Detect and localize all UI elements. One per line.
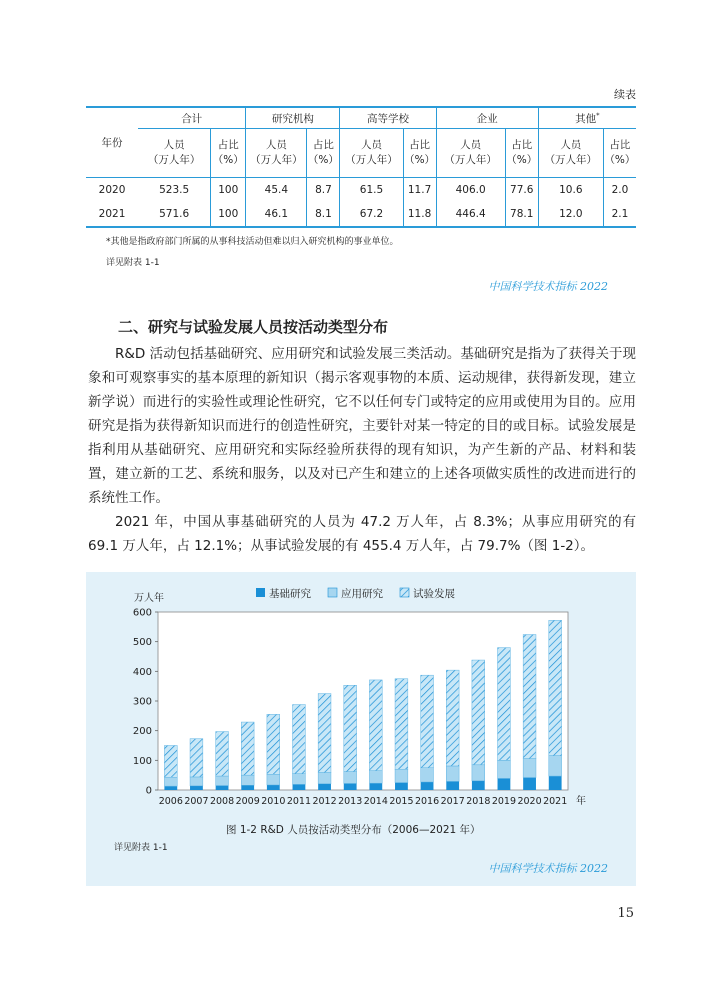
bar-experimental-development [318, 694, 331, 773]
bar-applied-research [267, 774, 280, 785]
bar-applied-research [318, 772, 331, 783]
bar-applied-research [421, 768, 434, 782]
bar-applied-research [164, 777, 177, 786]
cell: 100 [211, 202, 246, 227]
y-tick-label: 600 [132, 607, 152, 619]
legend-applied-research: 应用研究 [341, 588, 383, 600]
row-year: 2021 [86, 202, 138, 227]
continued-label: 续表 [614, 88, 636, 101]
x-tick-label: 2021 [543, 796, 568, 807]
group-universities: 高等学校 [340, 107, 436, 129]
bar-applied-research [369, 771, 382, 783]
bar-basic-research [446, 781, 459, 790]
table-row [86, 178, 636, 203]
bar-basic-research [523, 778, 536, 790]
figure-source: 详见附表 1-1 [114, 843, 168, 853]
cell: 100 [211, 178, 246, 203]
cell: 12.0 [538, 202, 603, 227]
group-research-institutes: 研究机构 [246, 107, 340, 129]
bar-experimental-development [395, 679, 408, 769]
x-tick-label: 2009 [235, 796, 260, 807]
bar-experimental-development [472, 660, 485, 765]
bar-applied-research [293, 774, 306, 785]
x-tick-label: 2017 [440, 796, 465, 807]
bar-basic-research [395, 783, 408, 790]
others-footnote-mark: * [596, 111, 600, 119]
x-tick-label: 2007 [184, 796, 209, 807]
group-others [538, 107, 636, 129]
x-tick-label: 2014 [363, 796, 388, 807]
bar-applied-research [446, 766, 459, 781]
cell: 78.1 [505, 202, 538, 227]
sub-share: 占比 （%） [403, 129, 436, 178]
bar-experimental-development [523, 635, 536, 759]
bar-basic-research [344, 783, 357, 790]
cell: 446.4 [436, 202, 505, 227]
bar-basic-research [472, 781, 485, 790]
bar-basic-research [498, 778, 511, 790]
x-tick-label: 2008 [209, 796, 235, 807]
page-number: 15 [617, 906, 634, 921]
sub-personnel: 人员 （万人年） [138, 129, 211, 178]
bar-experimental-development [267, 714, 280, 774]
group-total: 合计 [138, 107, 246, 129]
bar-basic-research [267, 785, 280, 790]
y-tick-label: 500 [132, 637, 152, 649]
x-tick-label: 2010 [261, 796, 286, 807]
cell: 46.1 [246, 202, 307, 227]
bar-experimental-development [190, 739, 203, 777]
y-axis-unit: 万人年 [134, 593, 164, 604]
activity-chart [86, 572, 636, 852]
sub-personnel: 人员 （万人年） [436, 129, 505, 178]
x-tick-label: 2006 [158, 796, 183, 807]
cell: 2.1 [603, 202, 636, 227]
figure-panel [86, 572, 636, 886]
x-axis-unit: 年 [576, 796, 586, 807]
table-sub-header [86, 129, 636, 178]
y-tick-label: 400 [132, 666, 152, 678]
cell: 8.1 [307, 202, 340, 227]
bar-applied-research [241, 775, 254, 785]
year-header: 年份 [86, 107, 138, 178]
bar-experimental-development [293, 705, 306, 774]
bar-basic-research [369, 783, 382, 790]
sub-share: 占比 （%） [211, 129, 246, 178]
bar-basic-research [293, 784, 306, 790]
x-tick-label: 2020 [517, 796, 542, 807]
bar-experimental-development [549, 620, 562, 755]
bar-applied-research [498, 760, 511, 778]
bar-applied-research [395, 769, 408, 782]
bar-basic-research [318, 784, 331, 790]
cell: 67.2 [340, 202, 403, 227]
y-tick-label: 300 [132, 696, 152, 708]
cell: 45.4 [246, 178, 307, 203]
personnel-table [86, 106, 636, 228]
row-year: 2020 [98, 184, 126, 196]
bar-experimental-development [241, 722, 254, 775]
legend-swatch-experimental [400, 588, 409, 597]
y-axis [133, 608, 158, 797]
bar-basic-research [164, 786, 177, 790]
x-tick-label: 2018 [466, 796, 491, 807]
y-tick-label: 0 [145, 785, 152, 797]
bar-basic-research [241, 785, 254, 790]
cell: 11.8 [403, 202, 436, 227]
legend-swatch-basic [256, 588, 265, 597]
sub-share: 占比 （%） [505, 129, 538, 178]
sub-personnel: 人员 （万人年） [538, 129, 603, 178]
sub-share: 占比 （%） [307, 129, 340, 178]
x-tick-label: 2013 [338, 796, 363, 807]
section-title: 二、研究与试验发展人员按活动类型分布 [118, 318, 389, 336]
legend-experimental-development: 试验发展 [413, 588, 455, 600]
x-tick-label: 2012 [312, 796, 337, 807]
group-others-label: 其他 [575, 112, 597, 125]
paragraph-activities: R&D 活动包括基础研究、应用研究和试验发展三类活动。基础研究是指为了获得关于现象和可观察事实的基本原理的新知识（揭示客观事物的本质、运动规律，获得新发现，建立新学说）而进行的实验性或理论性研究，它不以任何专门或特定的应用或使用为目的。应用研究是指为获得新知识而进行的创造性研究，主要针对某一特定的目的或目标。试验发展是指利用从基础研究、应用研究和实际经验所获得的现有知识，为产生新的产品、材料和装置，建立新的工艺、系统和服务，以及对已产生和建立的上述各项做实质性的改进而进行的系统性工作。 [88, 346, 636, 506]
bar-basic-research [216, 786, 229, 790]
x-tick-label: 2011 [286, 796, 312, 807]
bar-experimental-development [498, 648, 511, 761]
bar-experimental-development [216, 732, 229, 777]
cell: 571.6 [138, 202, 211, 227]
table-row [86, 202, 636, 227]
legend-swatch-applied [328, 588, 337, 597]
bar-experimental-development [421, 675, 434, 768]
cell: 523.5 [159, 184, 190, 196]
bar-applied-research [523, 759, 536, 778]
bar-basic-research [421, 782, 434, 790]
x-tick-label: 2016 [414, 796, 440, 807]
cell: 10.6 [538, 178, 603, 203]
legend-basic-research: 基础研究 [269, 588, 311, 600]
sub-personnel: 人员 （万人年） [246, 129, 307, 178]
bar-experimental-development [446, 670, 459, 766]
group-enterprises: 企业 [436, 107, 538, 129]
bar-applied-research [190, 777, 203, 786]
cell: 77.6 [505, 178, 538, 203]
x-tick-label: 2019 [491, 796, 517, 807]
figure-brand: 中国科学技术指标 2022 [488, 862, 608, 875]
cell: 8.7 [307, 178, 340, 203]
cell: 2.0 [603, 178, 636, 203]
paragraph-2021-stats: 2021 年，中国从事基础研究的人员为 47.2 万人年，占 8.3%；从事应用研究的有 69.1 万人年，占 12.1%；从事试验发展的有 455.4 万人年，占 79.7%（图 1-2）。 [88, 514, 636, 554]
bar-applied-research [549, 756, 562, 776]
bar-experimental-development [369, 680, 382, 771]
table-group-header [86, 107, 636, 129]
x-axis [159, 796, 568, 807]
bar-experimental-development [344, 685, 357, 771]
table-brand: 中国科学技术指标 2022 [488, 280, 608, 293]
sub-share: 占比 （%） [603, 129, 636, 178]
bar-applied-research [216, 776, 229, 785]
cell: 406.0 [436, 178, 505, 203]
bar-applied-research [472, 765, 485, 781]
bar-basic-research [549, 776, 562, 790]
sub-personnel: 人员 （万人年） [340, 129, 403, 178]
table-footnote: *其他是指政府部门所属的从事科技活动但难以归入研究机构的事业单位。 [106, 237, 399, 247]
bar-experimental-development [164, 746, 177, 778]
table-source: 详见附表 1-1 [106, 258, 160, 268]
bar-basic-research [190, 786, 203, 790]
bar-applied-research [344, 772, 357, 784]
y-tick-label: 200 [132, 726, 152, 738]
x-tick-label: 2015 [389, 796, 414, 807]
y-tick-label: 100 [132, 755, 152, 767]
cell: 11.7 [403, 178, 436, 203]
figure-caption: 图 1-2 R&D 人员按活动类型分布（2006—2021 年） [226, 824, 481, 836]
cell: 61.5 [340, 178, 403, 203]
